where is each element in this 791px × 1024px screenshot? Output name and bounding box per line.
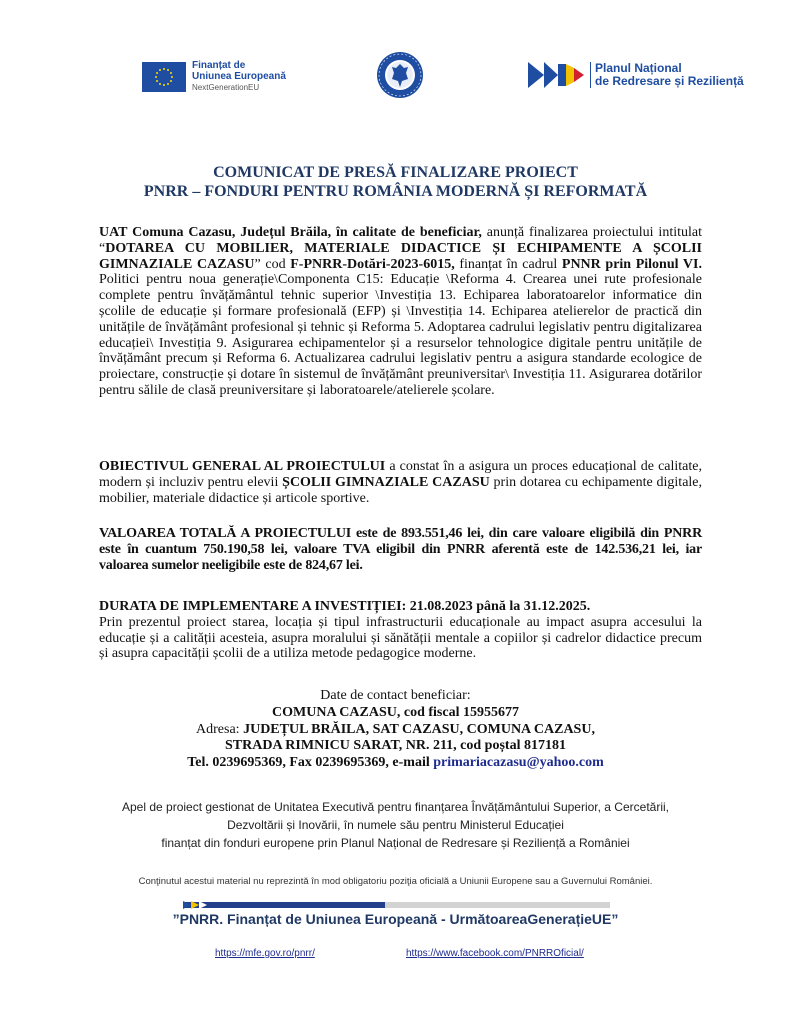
phone-fax: Tel. 0239695369, Fax 0239695369, e-mail: [187, 755, 434, 771]
title-line1: COMUNICAT DE PRESĂ FINALIZARE PROIECT: [213, 164, 578, 181]
footer-slogan: ”PNRR. Finanțat de Uniunea Europeană - UrmătoareaGenerațieUE”: [172, 911, 619, 927]
objective-text1: a constat în a asigura un proces educațional de calitate, modern și incluziv pentru elevii: [99, 459, 702, 490]
email-link[interactable]: primariacazasu@yahoo.com: [433, 755, 604, 771]
call-info: [0, 798, 791, 852]
page-title: [0, 163, 791, 201]
pnrr-arrows-icon: [528, 60, 586, 90]
title-line2: PNRR – FONDURI PENTRU ROMÂNIA MODERNĂ ȘI REFORMATĂ: [143, 183, 648, 200]
pnrr-logo-divider: [590, 62, 591, 88]
address-line2: STRADA RIMNICU SARAT, NR. 211, cod poștal 817181: [225, 738, 566, 754]
code-label: ” cod: [254, 256, 291, 272]
eu-logo-line3: NextGenerationEU: [192, 83, 260, 92]
government-seal-icon: [375, 50, 425, 100]
disclaimer: Conţinutul acestui material nu reprezintă în mod obligatoriu poziţia oficială a Uniunii Europene sau a Guvernului României.: [138, 876, 653, 887]
project-code: F-PNRR-Dotări-2023-6015,: [290, 256, 455, 272]
apel-line1: Apel de proiect gestionat de Unitatea Executivă pentru finanțarea Învățământului Superior, a Cercetării,: [122, 800, 669, 814]
objective-text2: prin dotarea cu echipamente digitale, mobilier, materiale didactice și articole sportive.: [99, 474, 703, 506]
apel-line2: Dezvoltării și Inovării, în numele său pentru Ministerul Educației: [227, 818, 564, 832]
project-title: DOTAREA CU MOBILIER, MATERIALE DIDACTICE ȘI ECHIPAMENTE A ȘCOLII GIMNAZIALE CAZASU: [99, 240, 702, 272]
components-text: Politici pentru noua generație\Componenta C15: Educație \Reforma 4. Crearea unei rute profesionale complete pentru învățământul tehnic superior \Investiția 13. Echiparea laboratoarelor informatice din școlile de educație și formare profesională (EFP) și \Investiția 14. Echiparea atelierelor de practică din unitățile de învățământ profesional și tehnic și Reforma 5. Adoptarea cadrului legislativ pentru digitalizarea educației\ Investiția 9. Asigurarea echipamentelor și a resurselor tehnologice digitale pentru unitățile de învățământ precum și Reforma 6. Actualizarea cadrului legislativ pentru a asigura standarde ecologice de proiectare, construcție și dotare în sistemul de învățământ preuniversitar\ Investiția 11. Asigurarea dotărilor pentru sălile de clasă preuniversitare și laboratoarele/atelierele școlare.: [99, 272, 702, 398]
facebook-pnrr-link[interactable]: https://www.facebook.com/PNRROficial/: [406, 948, 584, 959]
paragraph-project-value: VALOAREA TOTALĂ A PROIECTULUI este de 893.551,46 lei, din care valoare eligibilă din PNRR este în cuantum 750.190,58 lei, valoare TVA eligibil din PNRR aferentă este de 142.536,21 lei, iar valoarea sumelor neeligibile este de 824,67 lei.: [99, 526, 702, 573]
address-line1: JUDEȚUL BRĂILA, SAT CAZASU, COMUNA CAZASU,: [243, 721, 595, 737]
duration-heading: DURATA DE IMPLEMENTARE A INVESTIȚIEI: 21.08.2023 până la 31.12.2025.: [99, 599, 591, 614]
contact-block: [0, 688, 791, 772]
eu-logo-line2: Uniunea Europeană: [192, 71, 286, 82]
objective-heading: OBIECTIVUL GENERAL AL PROIECTULUI: [99, 459, 386, 474]
eu-flag-icon: [142, 62, 186, 92]
eu-logo-line1: Finanțat de: [192, 60, 246, 71]
financed-text: finanțat în cadrul: [454, 256, 562, 272]
footer-banner-bar: [185, 902, 610, 908]
contact-name: COMUNA CAZASU, cod fiscal 15955677: [272, 704, 519, 720]
pnrr-logo-line2: de Redresare și Reziliență: [595, 74, 744, 88]
beneficiary-intro: UAT Comuna Cazasu, Județul Brăila, în calitate de beneficiar,: [99, 225, 482, 240]
contact-label: Date de contact beneficiar:: [320, 688, 471, 703]
pnrr-arrow-icon: [183, 901, 209, 909]
pnrr-logo-line1: Planul Național: [595, 61, 682, 75]
footer-banner-bar-fill: [185, 902, 385, 908]
header-logos: [0, 50, 791, 114]
impact-text: Prin prezentul proiect starea, locația și tipul infrastructurii educaționale au impact asupra accesului la educație și a calității acesteia, asupra moralului și sănătății mentale a copiilor și cadrelor didactice precum și asupra capacității școlii de a utiliza metode pedagogice moderne.: [99, 614, 702, 662]
school-name: ȘCOLII GIMNAZIALE CAZASU: [282, 474, 490, 490]
apel-line3: finanțat din fonduri europene prin Planul Național de Redresare și Reziliență a României: [161, 836, 630, 850]
paragraph-duration: [99, 599, 702, 662]
pnrr-logo: [528, 60, 744, 90]
address-label: Adresa:: [196, 721, 244, 737]
mfe-pnrr-link[interactable]: https://mfe.gov.ro/pnrr/: [215, 948, 315, 959]
pillar-text: PNNR prin Pilonul VI.: [561, 256, 702, 272]
intro-text: anunță finalizarea proiectului intitulat “: [99, 225, 702, 256]
paragraph-objective: [99, 459, 702, 506]
paragraph-project-intro: [99, 225, 702, 399]
eu-funding-logo: [142, 60, 286, 93]
